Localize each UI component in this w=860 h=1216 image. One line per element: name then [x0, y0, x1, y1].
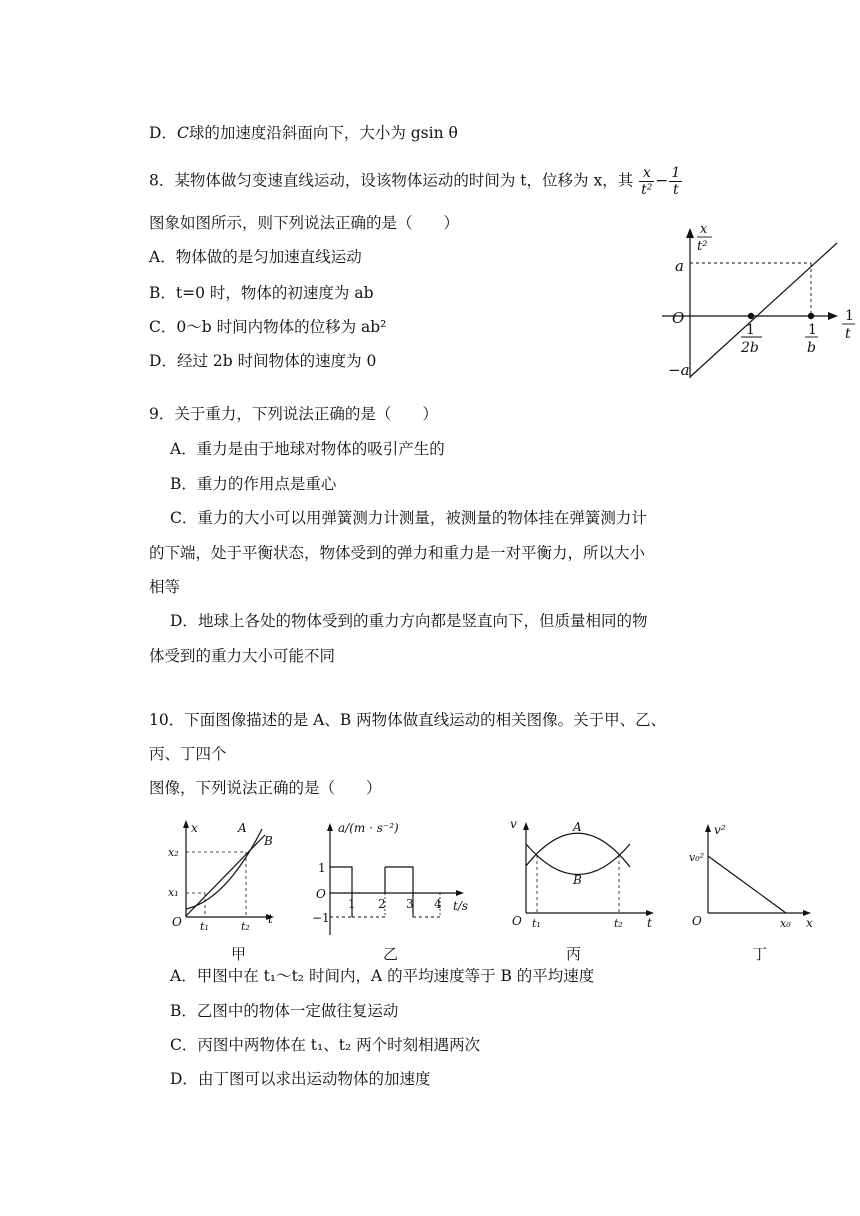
q8-y-label-den: t²	[697, 239, 708, 254]
svg-text:v²: v²	[714, 823, 726, 837]
svg-text:v₀²: v₀²	[689, 851, 705, 864]
q10-stem-line3: 图像，下列说法正确的是（ ）	[149, 779, 382, 797]
graph-bing	[510, 817, 654, 930]
svg-text:1: 1	[348, 897, 356, 911]
q8-origin: O	[672, 309, 685, 327]
caption-jia: 甲	[231, 945, 247, 963]
graph-jia	[168, 820, 274, 933]
prev-option-d: D．C球的加速度沿斜面向下，大小为 gsin θ	[149, 124, 458, 142]
q9-option-a: A．重力是由于地球对物体的吸引产生的	[170, 440, 445, 458]
q9-option-b: B．重力的作用点是重心	[170, 475, 337, 493]
q8-fraction-x-over-t2: $\frac{x}{\text{t²}}$	[641, 165, 653, 198]
svg-text:1: 1	[318, 861, 326, 875]
svg-text:x₁: x₁	[168, 886, 179, 899]
svg-text:4: 4	[434, 897, 442, 911]
q10-stem-line2: 丙、丁四个	[149, 745, 227, 763]
svg-text:x₂: x₂	[168, 846, 179, 859]
q8-label-a: a	[675, 257, 684, 275]
svg-text:O: O	[692, 914, 702, 928]
svg-text:A: A	[573, 820, 582, 834]
svg-text:O: O	[512, 914, 522, 928]
q8-y-label-num: x	[700, 222, 708, 237]
q8-fraction-1-over-t: $\frac{1}{t}$	[671, 165, 681, 198]
svg-text:−1: −1	[312, 911, 330, 925]
q8-option-d: D．经过 2b 时间物体的速度为 0	[149, 352, 377, 370]
q8-x-label-num: 1	[845, 308, 854, 324]
svg-text:t₁: t₁	[200, 920, 209, 933]
svg-text:x: x	[191, 821, 198, 835]
q8-option-a: A．物体做的是匀加速直线运动	[149, 248, 362, 266]
q10-option-b: B．乙图中的物体一定做往复运动	[170, 1002, 399, 1020]
q9-option-d-line2: 体受到的重力大小可能不同	[149, 647, 336, 665]
caption-bing: 丙	[566, 945, 582, 963]
svg-text:3: 3	[406, 897, 414, 911]
q9-option-c-line3: 相等	[149, 578, 181, 596]
svg-text:t: t	[268, 912, 273, 926]
q10-option-d: D．由丁图可以求出运动物体的加速度	[170, 1070, 431, 1088]
svg-text:A: A	[238, 821, 247, 835]
q9-option-c-line2: 的下端，处于平衡状态，物体受到的弹力和重力是一对平衡力，所以大小	[149, 544, 646, 562]
q9-option-d: D．地球上各处的物体受到的重力方向都是竖直向下，但质量相同的物	[170, 612, 648, 630]
q9-stem: 9．关于重力，下列说法正确的是（ ）	[149, 405, 438, 423]
q8-stem: 8．某物体做匀变速直线运动，设该物体运动的时间为 t，位移为 x，其 $\frac{x}{\text{t²}}$ − $\frac{1}{t}$	[149, 165, 681, 198]
q10-option-c: C．丙图中两物体在 t₁、t₂ 两个时刻相遇两次	[170, 1036, 481, 1054]
svg-text:a/(m · s⁻²): a/(m · s⁻²)	[338, 821, 399, 835]
q8-x-label-den: t	[845, 326, 851, 342]
q10-stem-line1: 10．下面图像描述的是 A、B 两物体做直线运动的相关图像。关于甲、乙、	[149, 711, 667, 729]
caption-ding: 丁	[752, 945, 768, 963]
svg-text:O: O	[172, 915, 182, 929]
q8-option-c: C．0～b 时间内物体的位移为 ab²	[149, 318, 387, 336]
q8-tick1-num: 1	[746, 322, 755, 338]
svg-text:x: x	[806, 916, 813, 930]
q8-tick1-den: 2b	[741, 340, 759, 356]
graph-yi	[312, 821, 468, 935]
q8-tick2-den: b	[807, 340, 816, 356]
q8-label-neg-a: −a	[668, 361, 690, 379]
svg-text:2: 2	[378, 897, 386, 911]
svg-text:t₂: t₂	[614, 917, 623, 930]
caption-yi: 乙	[383, 945, 399, 963]
q8-stem-b: 图象如图所示，则下列说法正确的是（ ）	[149, 214, 460, 232]
svg-text:t₁: t₁	[532, 917, 541, 930]
graph-ding	[689, 823, 813, 930]
svg-text:O: O	[316, 887, 326, 901]
q10-option-a: A．甲图中在 t₁～t₂ 时间内，A 的平均速度等于 B 的平均速度	[170, 967, 595, 985]
svg-text:t₂: t₂	[241, 920, 250, 933]
q9-option-c: C．重力的大小可以用弹簧测力计测量，被测量的物体挂在弹簧测力计	[170, 509, 647, 527]
svg-text:t/s: t/s	[453, 899, 469, 913]
svg-text:x₀: x₀	[780, 917, 791, 930]
q8-tick2-num: 1	[808, 322, 817, 338]
svg-text:v: v	[510, 817, 517, 831]
svg-text:B: B	[264, 834, 273, 848]
svg-text:t: t	[647, 916, 652, 930]
q8-option-b: B．t=0 时，物体的初速度为 ab	[149, 284, 374, 302]
svg-text:B: B	[573, 873, 582, 887]
